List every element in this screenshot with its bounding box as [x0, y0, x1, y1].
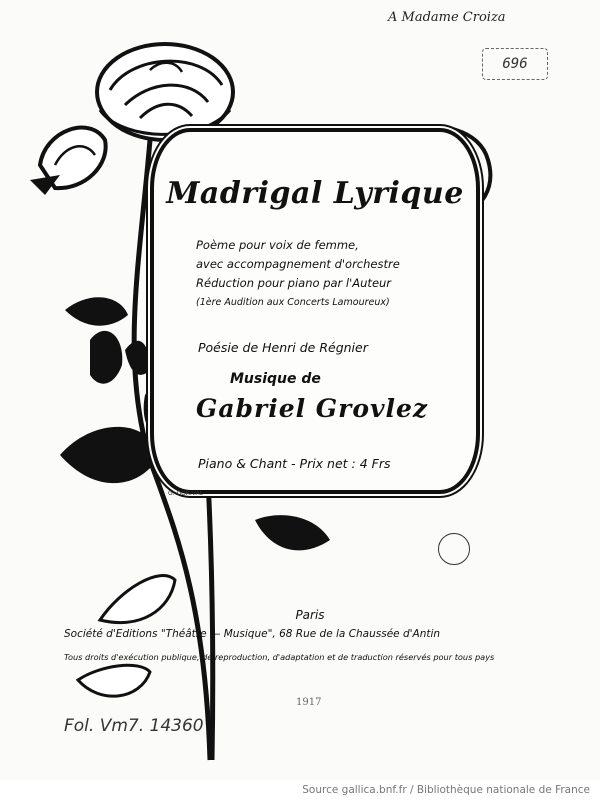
work-title: Madrigal Lyrique: [166, 176, 464, 211]
publisher-city: Paris: [295, 608, 325, 622]
subtitle-line-1: Poème pour voix de femme,: [196, 238, 359, 252]
rose-bloom: [97, 44, 233, 140]
call-number: Fol. Vm7. 14360: [64, 716, 204, 736]
price-line: Piano & Chant - Prix net : 4 Frs: [198, 456, 391, 471]
source-footer: [0, 780, 600, 800]
rose-bud: [30, 128, 106, 195]
publication-year: 1917: [296, 697, 322, 708]
rights-notice: Tous droits d'exécution publique, de reproduction, d'adaptation et de traduction réservés pour tous pays: [64, 652, 495, 662]
poet-credit: Poésie de Henri de Régnier: [198, 340, 368, 355]
composer-name: Gabriel Grovlez: [196, 394, 429, 423]
publisher-name: Société d'Editions "Théâtre — Musique", 68 Rue de la Chaussée d'Antin: [64, 628, 441, 640]
shelfmark-label: 696: [482, 48, 548, 80]
music-by-label: Musique de: [230, 371, 321, 387]
subtitle-line-3: Réduction pour piano par l'Auteur: [196, 276, 392, 290]
publisher-monogram: [438, 533, 470, 565]
artist-signature: G. DORIVAL: [168, 490, 203, 497]
dedication: A Madame Croiza: [388, 10, 506, 25]
subtitle-line-2: avec accompagnement d'orchestre: [196, 257, 400, 271]
source-credit-link[interactable]: Source gallica.bnf.fr / Bibliothèque nationale de France: [302, 784, 590, 796]
subtitle-line-4: (1ère Audition aux Concerts Lamoureux): [196, 297, 390, 308]
petal-bottom: [78, 665, 150, 696]
